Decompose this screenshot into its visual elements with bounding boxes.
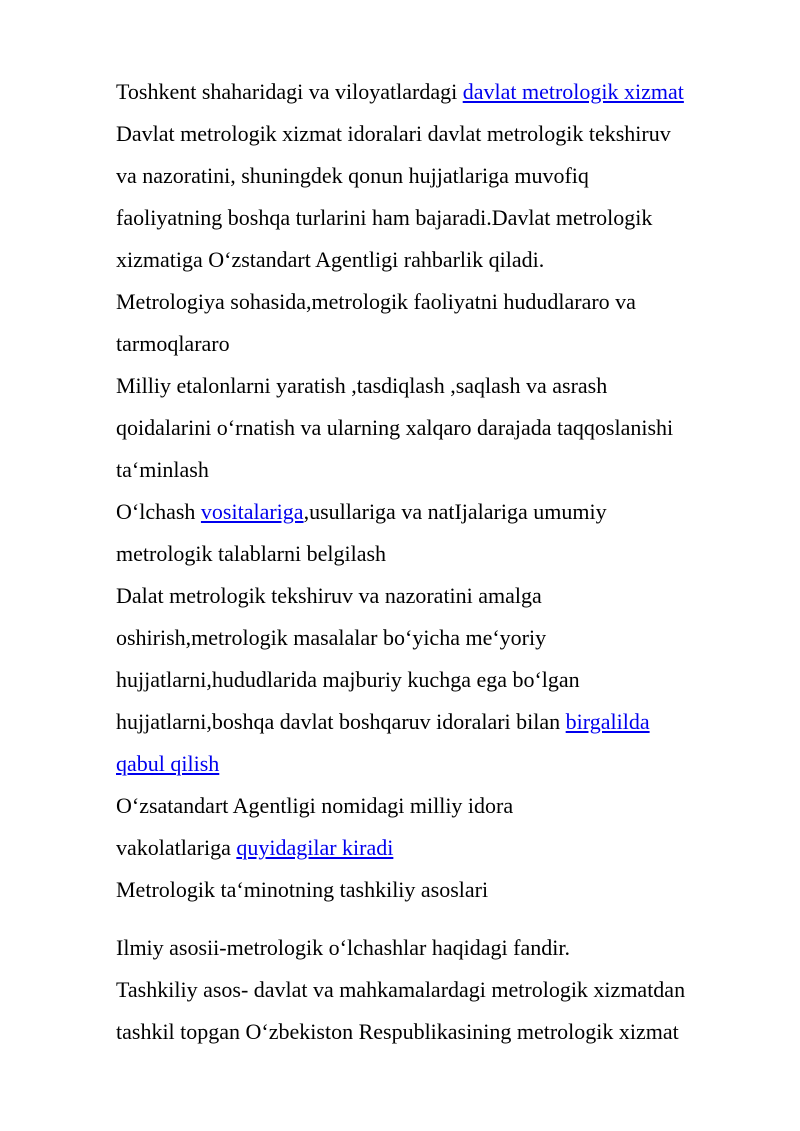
text-line [116,625,546,651]
text-run: va nazoratini, shuningdek qonun hujjatlariga muvofiq [116,163,589,188]
text-run: tashkil topgan O‘zbekiston Respublikasining metrologik xizmat [116,1019,679,1044]
text-run: O‘zsatandart Agentligi nomidagi milliy idora [116,793,514,818]
text-line [116,415,673,441]
text-line [116,709,650,735]
text-line [116,583,542,609]
text-line [116,835,393,861]
text-run: Ilmiy asosii-metrologik o‘lchashlar haqidagi fandir. [116,935,570,960]
text-line [116,977,685,1003]
text-run: Milliy etalonlarni yaratish ,tasdiqlash ,saqlash va asrash [116,373,608,398]
hyperlink[interactable]: davlat metrologik xizmat [462,79,684,104]
text-line [116,793,513,819]
hyperlink[interactable]: birgalilda [565,709,650,734]
text-run: faoliyatning boshqa turlarini ham bajaradi.Davlat metrologik [116,205,653,230]
text-run: ,usullariga va natIjalariga umumiy [303,499,607,524]
text-run: Toshkent shaharidagi va viloyatlardagi [116,79,463,104]
text-line [116,1019,679,1045]
text-run: tarmoqlararo [116,331,230,356]
text-run: Dalat metrologik tekshiruv va nazoratini amalga [116,583,542,608]
hyperlink[interactable]: quyidagilar kiradi [236,835,394,860]
hyperlink[interactable]: vositalariga [200,499,304,524]
text-line [116,247,544,273]
text-line [116,373,607,399]
text-run: hujjatlarni,hududlarida majburiy kuchga ega bo‘lgan [116,667,580,692]
text-run: xizmatiga O‘zstandart Agentligi rahbarlik qiladi. [116,247,545,272]
text-line [116,121,671,147]
text-run: Metrologiya sohasida,metrologik faoliyatni hududlararo va [116,289,636,314]
text-line [116,667,580,693]
hyperlink[interactable]: qabul qilish [116,751,220,776]
text-line [116,935,570,961]
text-line [116,289,636,315]
text-run: Davlat metrologik xizmat idoralari davlat metrologik tekshiruv [116,121,671,146]
text-run: Tashkiliy asos- davlat va mahkamalardagi metrologik xizmatdan [116,977,686,1002]
text-run: O‘lchash [116,499,201,524]
text-line [116,79,684,105]
text-line [116,163,589,189]
text-line [116,877,488,903]
text-line [116,457,209,483]
text-line [116,205,652,231]
text-run: hujjatlarni,boshqa davlat boshqaruv idoralari bilan [116,709,566,734]
text-run: metrologik talablarni belgilash [116,541,387,566]
text-run: vakolatlariga [116,835,237,860]
text-line [116,751,219,777]
text-run: Metrologik ta‘minotning tashkiliy asoslari [116,877,489,902]
text-line [116,331,230,357]
text-run: ta‘minlash [116,457,209,482]
text-run: qoidalarini o‘rnatish va ularning xalqaro darajada taqqoslanishi [116,415,674,440]
text-line [116,541,386,567]
text-line [116,499,607,525]
text-run: oshirish,metrologik masalalar bo‘yicha me‘yoriy [116,625,547,650]
